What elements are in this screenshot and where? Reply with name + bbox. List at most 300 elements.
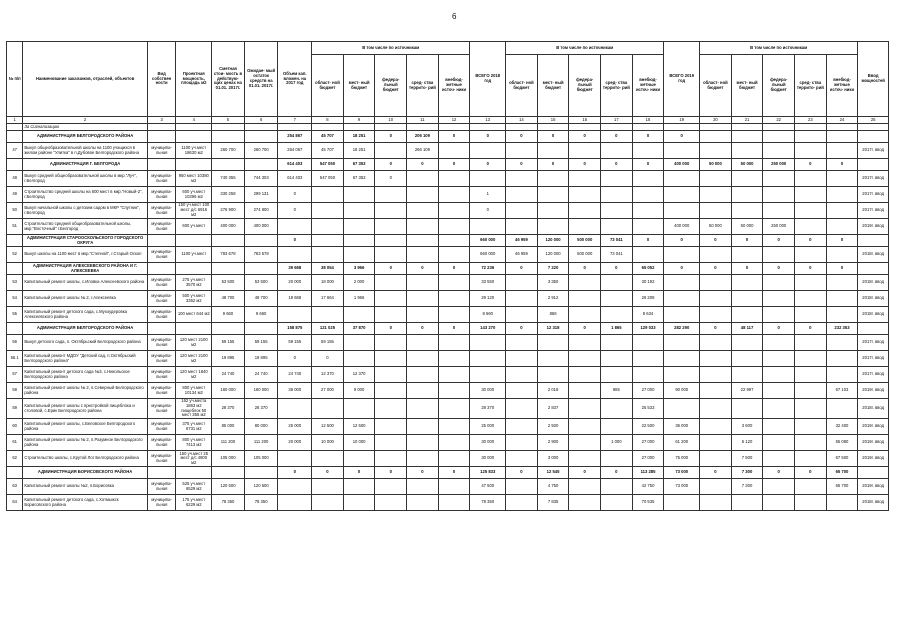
object-name-cell: АДМИНИСТРАЦИЯ БЕЛГОРОДСКОГО РАЙОНА (23, 323, 148, 335)
table-cell (569, 219, 601, 235)
table-cell: 3 966 (343, 263, 375, 275)
table-cell (795, 435, 827, 451)
table-cell: 0 (438, 323, 470, 335)
header-estimate: Сметная стои- мость в действую- щих ценах на 01.01. 2017г. (212, 42, 245, 117)
table-cell: 17 664 (312, 291, 344, 307)
table-cell: 6 120 (731, 435, 763, 451)
table-cell: 0 (407, 159, 439, 171)
table-cell (601, 399, 633, 419)
column-number: 11 (407, 117, 439, 124)
column-number: 7 (278, 117, 312, 124)
table-cell (858, 323, 889, 335)
table-cell: 866 (537, 307, 569, 323)
table-cell (375, 219, 407, 235)
table-row (7, 479, 889, 495)
table-cell: муниципа- льная (147, 171, 176, 187)
table-cell: 7 500 (731, 451, 763, 467)
table-cell (537, 124, 569, 131)
table-cell (278, 124, 312, 131)
header-name: Наименование заказчиков, отраслей, объектов (23, 42, 148, 117)
table-cell: 400 000 (664, 159, 700, 171)
object-name-cell: Капитальный ремонт школы, с.Беловское Белгородского района (23, 419, 148, 435)
object-name-cell: Капитальный ремонт школы № 2, г.Алексеевка (23, 291, 148, 307)
table-cell: 0 (763, 467, 795, 479)
table-cell (375, 143, 407, 159)
table-cell (176, 323, 212, 335)
table-cell: 50 000 (731, 219, 763, 235)
table-cell: 73 000 (664, 467, 700, 479)
table-cell (763, 291, 795, 307)
table-cell (601, 307, 633, 323)
table-cell: 12 500 (343, 419, 375, 435)
object-name-cell: АДМИНИСТРАЦИЯ БОРИСОВСКОГО РАЙОНА (23, 467, 148, 479)
table-cell (343, 451, 375, 467)
table-cell (601, 275, 633, 291)
table-cell: 0 (664, 131, 700, 143)
table-cell (601, 203, 633, 219)
table-cell (537, 367, 569, 383)
table-cell (795, 383, 827, 399)
table-cell: 47 500 (470, 479, 506, 495)
table-cell (438, 219, 470, 235)
table-cell (312, 479, 344, 495)
table-cell: 19 668 (278, 291, 312, 307)
header-extrabudgetary: внебюд- жетные источ- ники (826, 55, 858, 117)
table-cell (212, 323, 245, 335)
table-cell: 30 000 (470, 383, 506, 399)
table-row (7, 335, 889, 351)
table-cell (601, 143, 633, 159)
table-cell (312, 451, 344, 467)
table-cell: 22 997 (731, 383, 763, 399)
table-cell (664, 275, 700, 291)
table-cell: 28 370 (212, 399, 245, 419)
table-cell (826, 171, 858, 187)
table-cell: 48 (7, 171, 23, 187)
table-cell: 9 000 (343, 383, 375, 399)
table-cell (375, 435, 407, 451)
table-cell (212, 159, 245, 171)
table-cell (407, 367, 439, 383)
table-cell (763, 419, 795, 435)
table-cell: 2018г. ввод (858, 307, 889, 323)
table-cell (7, 124, 23, 131)
table-cell: 78 350 (212, 495, 245, 511)
table-cell: 0 (506, 263, 538, 275)
table-cell: 30 000 (470, 451, 506, 467)
group-row (7, 131, 889, 143)
header-local-budget: мест- ный бюджет (537, 55, 569, 117)
table-cell (506, 291, 538, 307)
table-cell: 3 600 (731, 419, 763, 435)
table-cell (375, 419, 407, 435)
object-name-cell: Выкуп общеобразовательной школы на 1100 учащихся в жилом районе "Улитка" в п.Дубовое Белгородского района (23, 143, 148, 159)
table-cell (569, 419, 601, 435)
table-cell (569, 383, 601, 399)
table-cell: 783 578 (244, 247, 278, 263)
table-cell: 3 350 (537, 275, 569, 291)
header-local-budget: мест- ный бюджет (343, 55, 375, 117)
table-cell (470, 351, 506, 367)
table-cell (664, 367, 700, 383)
table-cell (506, 419, 538, 435)
table-cell: 8 660 (470, 307, 506, 323)
table-cell (763, 187, 795, 203)
table-cell (147, 124, 176, 131)
table-cell: муниципа- льная (147, 451, 176, 467)
table-cell: 120 000 (537, 235, 569, 247)
table-cell (244, 235, 278, 247)
column-number: 2 (23, 117, 148, 124)
table-cell: 50 000 (700, 219, 732, 235)
table-cell: 78 350 (244, 495, 278, 511)
object-name-cell: Капитальный ремонт детского сада, с.Хотмыжск Борисовского района (23, 495, 148, 511)
table-cell (176, 467, 212, 479)
table-cell (438, 171, 470, 187)
table-row (7, 307, 889, 323)
table-cell (375, 383, 407, 399)
table-cell (343, 479, 375, 495)
table-cell: 950 мест 10380 м2 (176, 171, 212, 187)
table-cell: муниципа- льная (147, 275, 176, 291)
column-number: 25 (858, 117, 889, 124)
table-cell (312, 219, 344, 235)
table-cell: 7 220 (537, 263, 569, 275)
table-cell (244, 159, 278, 171)
table-cell (176, 263, 212, 275)
object-name-cell: Выкуп детского сада, п. Октябрьский Белгородского района (23, 335, 148, 351)
table-cell: 10 000 (312, 435, 344, 451)
table-cell: 120 мест 2100 м2 (176, 351, 212, 367)
table-cell (632, 171, 664, 187)
table-cell (601, 495, 633, 511)
table-cell (569, 291, 601, 307)
table-cell (700, 351, 732, 367)
table-cell: 19 895 (244, 351, 278, 367)
table-cell: 37 870 (343, 323, 375, 335)
table-cell (700, 383, 732, 399)
table-cell (506, 203, 538, 219)
table-cell: 0 (664, 263, 700, 275)
table-cell: 125 833 (470, 467, 506, 479)
table-cell: 18 251 (343, 131, 375, 143)
table-cell: 0 (569, 159, 601, 171)
table-cell: муниципа- льная (147, 435, 176, 451)
table-cell: 0 (438, 159, 470, 171)
table-cell: 50 000 (731, 159, 763, 171)
table-cell (700, 399, 732, 419)
table-cell (244, 124, 278, 131)
table-cell (569, 275, 601, 291)
header-federal-budget: федера- льный бюджет (375, 55, 407, 117)
table-cell (312, 187, 344, 203)
table-cell: 0 (731, 263, 763, 275)
table-cell: 375 уч.мест 6731 м2 (176, 419, 212, 435)
table-cell (212, 124, 245, 131)
table-cell (858, 159, 889, 171)
table-cell (438, 307, 470, 323)
table-cell (826, 187, 858, 203)
table-cell (375, 247, 407, 263)
table-cell: муниципа- льная (147, 495, 176, 511)
table-cell (506, 451, 538, 467)
table-cell: 7 300 (731, 467, 763, 479)
table-cell: 0 (375, 467, 407, 479)
table-cell (700, 187, 732, 203)
table-cell (763, 131, 795, 143)
table-cell (795, 351, 827, 367)
table-cell (763, 451, 795, 467)
object-name-cell: Капитальный ремонт школы № 2, п.Разумное Белгородского района (23, 435, 148, 451)
column-number: 17 (601, 117, 633, 124)
table-cell (176, 124, 212, 131)
table-cell: 0 (731, 235, 763, 247)
table-cell (664, 495, 700, 511)
table-cell (700, 275, 732, 291)
table-cell (7, 263, 23, 275)
table-cell (438, 479, 470, 495)
group-row (7, 235, 889, 247)
table-cell (731, 203, 763, 219)
table-cell: 47 (7, 143, 23, 159)
object-name-cell: Строительство средней общеобразовательной школы, мкр."Восточный" г.Белгород (23, 219, 148, 235)
table-cell: 65 700 (826, 467, 858, 479)
table-cell (826, 275, 858, 291)
column-number: 21 (731, 117, 763, 124)
table-cell: 0 (569, 263, 601, 275)
table-cell (343, 335, 375, 351)
object-name-cell: Капитальный ремонт школы, с.Иловка Алексеевского района (23, 275, 148, 291)
table-cell: 72 236 (470, 263, 506, 275)
column-number: 15 (537, 117, 569, 124)
table-cell (795, 291, 827, 307)
table-cell (601, 291, 633, 307)
table-cell: 330 258 (212, 187, 245, 203)
table-cell (506, 143, 538, 159)
table-cell (601, 124, 633, 131)
table-cell: 48 117 (731, 323, 763, 335)
table-cell (569, 124, 601, 131)
table-cell: 59 155 (278, 335, 312, 351)
table-cell (407, 275, 439, 291)
table-cell: 25 533 (632, 399, 664, 419)
table-cell: муниципа- льная (147, 419, 176, 435)
table-cell: 0 (470, 203, 506, 219)
table-cell: 24 740 (278, 367, 312, 383)
header-territory-funds: сред- ства террито- рий (795, 55, 827, 117)
table-cell (601, 479, 633, 495)
table-cell (375, 351, 407, 367)
table-cell: 42 750 (632, 479, 664, 495)
table-cell (763, 399, 795, 419)
table-cell: 67 103 (826, 383, 858, 399)
table-cell (438, 351, 470, 367)
table-cell (438, 187, 470, 203)
table-cell: 0 (795, 235, 827, 247)
table-cell: 0 (506, 323, 538, 335)
table-cell (664, 203, 700, 219)
table-cell: 73 041 (601, 235, 633, 247)
table-cell: 0 (632, 235, 664, 247)
header-federal-budget: федера- льный бюджет (569, 55, 601, 117)
table-cell: 2 837 (537, 399, 569, 419)
table-cell: 111 200 (244, 435, 278, 451)
object-name-cell: АДМИНИСТРАЦИЯ СТАРООСКОЛЬСКОГО ГОРОДСКОГО ОКРУГА (23, 235, 148, 247)
table-cell (438, 247, 470, 263)
table-cell (438, 451, 470, 467)
header-extrabudgetary: внебюд- жетные источ- ники (438, 55, 470, 117)
table-cell (569, 335, 601, 351)
header-regional-budget: област- ной бюджет (312, 55, 344, 117)
table-cell: 53 (7, 275, 23, 291)
table-cell: 100 мест 644 м2 (176, 307, 212, 323)
table-cell: 783 678 (212, 247, 245, 263)
table-cell: муниципа- льная (147, 335, 176, 351)
object-name-cell: АДМИНИСТРАЦИЯ Г. БЕЛГОРОДА (23, 159, 148, 171)
table-cell: 0 (506, 159, 538, 171)
table-cell: 0 (470, 159, 506, 171)
header-sources-2018: В том числе по источникам (506, 42, 664, 55)
table-cell (826, 367, 858, 383)
table-cell (407, 399, 439, 419)
table-cell (601, 351, 633, 367)
table-cell: 61 200 (664, 435, 700, 451)
table-cell: 3 000 (537, 451, 569, 467)
table-cell (601, 171, 633, 187)
table-cell: 744 303 (244, 171, 278, 187)
table-cell (858, 235, 889, 247)
table-cell: 0 (375, 263, 407, 275)
table-cell (278, 219, 312, 235)
table-row (7, 351, 889, 367)
table-cell: 160 000 (244, 383, 278, 399)
table-cell (470, 143, 506, 159)
table-cell (312, 399, 344, 419)
table-cell: 0 (438, 131, 470, 143)
table-cell (700, 495, 732, 511)
table-cell (438, 275, 470, 291)
column-number: 16 (569, 117, 601, 124)
table-cell (506, 171, 538, 187)
table-cell: 0 (470, 131, 506, 143)
header-regional-budget: област- ной бюджет (700, 55, 732, 117)
table-cell: 985 (601, 383, 633, 399)
table-cell: 600 уч.мест 10396 м2 (176, 187, 212, 203)
table-cell (343, 235, 375, 247)
table-cell (731, 399, 763, 419)
table-cell (7, 159, 23, 171)
table-cell (147, 235, 176, 247)
table-cell (506, 351, 538, 367)
table-cell: 2019г. ввод (858, 419, 889, 435)
table-cell (569, 435, 601, 451)
table-cell (700, 124, 732, 131)
table-cell: 2 500 (537, 419, 569, 435)
table-cell (537, 187, 569, 203)
table-cell: 26 208 (632, 291, 664, 307)
table-cell: 2 900 (537, 435, 569, 451)
table-cell: 20 000 (278, 275, 312, 291)
table-cell (731, 187, 763, 203)
table-cell (858, 467, 889, 479)
table-cell: 27 000 (312, 383, 344, 399)
table-cell: 260 700 (244, 143, 278, 159)
table-cell: 0 (795, 159, 827, 171)
table-cell: 0 (312, 467, 344, 479)
table-cell (375, 203, 407, 219)
table-cell: 800 уч.мест 10134 м2 (176, 383, 212, 399)
object-name-cell: АДМИНИСТРАЦИЯ БЕЛГОРОДСКОГО РАЙОНА (23, 131, 148, 143)
table-cell (506, 275, 538, 291)
table-cell (731, 171, 763, 187)
table-cell (569, 367, 601, 383)
table-cell: 162 уч.места 1863 м2 пищеблок 50 мест 355 м2 (176, 399, 212, 419)
table-cell: 0 (407, 323, 439, 335)
table-cell: 54 (7, 291, 23, 307)
table-cell: 27 000 (632, 383, 664, 399)
table-cell: 36 000 (278, 383, 312, 399)
table-cell (632, 367, 664, 383)
table-cell (506, 187, 538, 203)
table-cell (763, 307, 795, 323)
table-cell: 614 403 (278, 171, 312, 187)
group-row (7, 323, 889, 335)
table-cell (826, 219, 858, 235)
table-cell (763, 367, 795, 383)
table-cell: 10 000 (343, 435, 375, 451)
table-cell: 9 660 (244, 307, 278, 323)
table-row (7, 187, 889, 203)
table-cell: 46 959 (506, 235, 538, 247)
table-cell: 50 000 (700, 159, 732, 171)
table-cell: 2017г. ввод (858, 187, 889, 203)
table-cell: 59 155 (244, 335, 278, 351)
table-cell (537, 351, 569, 367)
table-cell: муниципа- льная (147, 399, 176, 419)
table-cell (632, 219, 664, 235)
table-cell: 36 000 (664, 419, 700, 435)
table-cell (176, 159, 212, 171)
table-cell: 67 353 (343, 159, 375, 171)
object-name-cell: Капитальный ремонт МДОУ "Детский сад, п.Октябрьский Белгородского района" (23, 351, 148, 367)
table-cell (731, 143, 763, 159)
table-cell (407, 247, 439, 263)
table-cell (795, 247, 827, 263)
table-cell: 0 (312, 351, 344, 367)
table-cell (763, 247, 795, 263)
table-cell: 0 (375, 159, 407, 171)
table-cell: 113 285 (632, 467, 664, 479)
table-cell (858, 131, 889, 143)
table-cell: 500 уч.мест 3352 м2 (176, 291, 212, 307)
table-cell: 39 668 (278, 263, 312, 275)
table-cell: 2018г. ввод (858, 399, 889, 419)
table-cell (664, 124, 700, 131)
table-cell (700, 131, 732, 143)
table-cell: 90 000 (664, 383, 700, 399)
table-cell (795, 399, 827, 419)
table-cell (438, 291, 470, 307)
column-number: 18 (632, 117, 664, 124)
table-cell (537, 219, 569, 235)
table-cell (7, 131, 23, 143)
table-cell: 264 067 (278, 143, 312, 159)
table-cell: 67 500 (826, 451, 858, 467)
table-cell: 0 (375, 171, 407, 187)
column-number: 9 (343, 117, 375, 124)
table-cell: 2017г. ввод (858, 143, 889, 159)
table-cell (731, 307, 763, 323)
